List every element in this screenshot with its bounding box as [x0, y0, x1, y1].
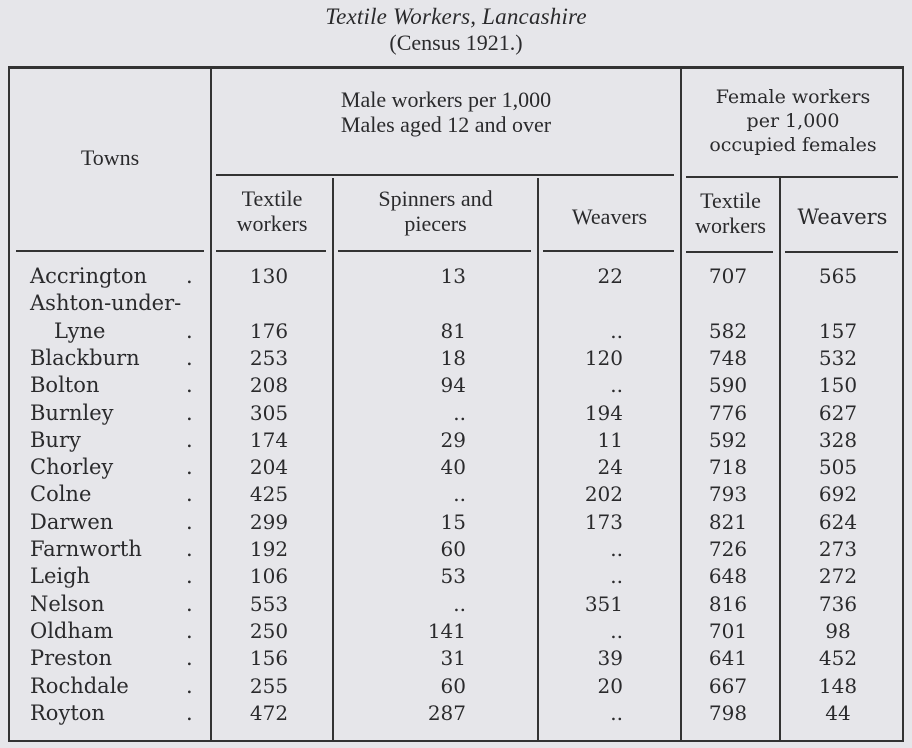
town-name: Burnley [30, 400, 114, 425]
cell-spinners: 287 [427, 700, 466, 725]
header-male-textile [212, 186, 332, 236]
header-female-line2: per 1,000 [746, 110, 840, 132]
cell-spinners: 29 [440, 427, 466, 452]
cell-male-weavers: 173 [584, 509, 623, 534]
header-male-textile-line1: Textile [241, 186, 303, 211]
cell-male-textile: 106 [249, 564, 289, 589]
table-row [8, 481, 904, 508]
cell-female-textile: 592 [708, 427, 748, 452]
rule-female-group [686, 176, 898, 178]
cell-female-textile: 648 [708, 564, 748, 589]
cell-spinners: 18 [440, 345, 466, 370]
table-subtitle: (Census 1921.) [389, 30, 523, 55]
town-name: Nelson [30, 591, 105, 616]
cell-spinners: 94 [440, 373, 466, 398]
leader-dot: . [186, 509, 193, 534]
cell-spinners: 53 [440, 564, 466, 589]
rule-header-male-weavers [543, 250, 674, 252]
cell-spinners: 13 [440, 264, 466, 288]
cell-male-weavers: 24 [597, 455, 623, 480]
leader-dot: . [186, 700, 193, 725]
cell-spinners: 60 [440, 537, 466, 561]
cell-male-weavers: .. [610, 700, 623, 725]
cell-female-weavers: 157 [818, 318, 858, 343]
cell-spinners: .. [453, 591, 466, 616]
cell-female-textile: 718 [708, 455, 748, 480]
town-name: Bury [30, 427, 81, 452]
leader-dot: . [186, 591, 193, 616]
table-row [8, 536, 904, 563]
cell-male-textile: 156 [249, 646, 289, 671]
leader-dot: . [186, 455, 193, 480]
cell-male-textile: 305 [249, 400, 289, 425]
cell-female-textile: 798 [708, 700, 748, 725]
town-name: Preston [30, 646, 112, 671]
cell-female-weavers: 627 [818, 400, 858, 425]
leader-dot: . [186, 345, 193, 370]
cell-male-textile: 130 [249, 264, 289, 288]
cell-female-weavers: 150 [818, 373, 858, 398]
town-name: Accrington [30, 264, 148, 288]
header-female-textile-line1: Textile [700, 188, 761, 213]
town-name: Royton [30, 700, 105, 725]
table-row [8, 263, 904, 290]
leader-dot: . [186, 264, 193, 288]
cell-spinners: 60 [440, 673, 466, 698]
cell-male-textile: 204 [249, 455, 289, 480]
cell-spinners: 81 [440, 318, 466, 343]
header-female-group [682, 85, 904, 157]
cell-female-textile: 582 [708, 318, 748, 343]
cell-male-textile: 553 [249, 591, 289, 616]
cell-male-textile: 255 [249, 673, 289, 698]
cell-spinners: 141 [427, 618, 466, 643]
town-name: Chorley [30, 455, 114, 480]
town-name: Leigh [30, 564, 91, 589]
leader-dot: . [186, 427, 193, 452]
cell-male-textile: 174 [249, 427, 289, 452]
cell-female-weavers: 273 [818, 537, 858, 561]
rule-header-male-textile [216, 250, 326, 252]
town-name: Ashton-under- [30, 291, 182, 316]
cell-spinners: 31 [440, 646, 466, 671]
cell-male-weavers: 351 [584, 591, 623, 616]
cell-male-weavers: .. [610, 564, 623, 589]
cell-female-textile: 793 [708, 482, 748, 507]
cell-male-weavers: 22 [597, 264, 623, 288]
table-row [8, 563, 904, 590]
leader-dot: . [186, 673, 193, 698]
table-row [8, 454, 904, 481]
table-row [8, 372, 904, 399]
town-name: Rochdale [30, 673, 129, 698]
table-row [8, 673, 904, 700]
table-title: Textile Workers, Lancashire [325, 4, 587, 29]
header-female-line1: Female workers [715, 86, 871, 108]
cell-male-textile: 192 [249, 537, 289, 561]
cell-male-textile: 208 [249, 373, 289, 398]
rule-header-female-textile [686, 251, 773, 253]
cell-female-textile: 821 [708, 509, 748, 534]
header-spinners [334, 186, 537, 236]
cell-female-weavers: 565 [818, 264, 858, 288]
cell-female-weavers: 452 [818, 646, 858, 671]
cell-male-textile: 250 [249, 618, 289, 643]
cell-spinners: .. [453, 482, 466, 507]
cell-male-textile: 176 [249, 318, 289, 343]
town-name: Blackburn [30, 345, 140, 370]
rule-male-group [216, 174, 674, 176]
leader-dot: . [186, 373, 193, 398]
cell-female-weavers: 736 [818, 591, 858, 616]
leader-dot: . [186, 537, 193, 561]
header-male-weavers: Weavers [571, 204, 648, 229]
header-spinners-line1: Spinners and [378, 186, 493, 211]
cell-female-weavers: 44 [825, 700, 851, 725]
table-row [8, 509, 904, 536]
header-male-group [212, 87, 680, 137]
cell-female-textile: 667 [708, 673, 748, 698]
town-name: Bolton [30, 373, 100, 398]
town-name: Lyne [54, 318, 106, 343]
leader-dot: . [186, 564, 193, 589]
header-towns: Towns [80, 145, 140, 170]
cell-male-weavers: 194 [584, 400, 623, 425]
header-male-textile-line2: workers [236, 211, 308, 236]
leader-dot: . [186, 318, 193, 343]
cell-female-textile: 701 [708, 618, 748, 643]
header-spinners-line2: piecers [404, 211, 467, 236]
town-name: Oldham [30, 618, 114, 643]
table-row [8, 700, 904, 727]
cell-female-weavers: 624 [818, 509, 858, 534]
cell-female-weavers: 272 [818, 564, 858, 589]
table-row [8, 645, 904, 672]
cell-female-textile: 816 [708, 591, 748, 616]
cell-male-textile: 253 [249, 345, 289, 370]
leader-dot: . [186, 646, 193, 671]
rule-header-towns [16, 250, 204, 252]
table-row [8, 318, 904, 345]
cell-male-weavers: .. [610, 537, 623, 561]
cell-male-weavers: .. [610, 618, 623, 643]
cell-male-textile: 299 [249, 509, 289, 534]
header-male-line1: Male workers per 1,000 [340, 87, 552, 112]
cell-male-weavers: .. [610, 318, 623, 343]
header-female-weavers: Weavers [797, 205, 888, 229]
rule-header-female-weavers [785, 251, 898, 253]
cell-male-weavers: 20 [597, 673, 623, 698]
cell-female-weavers: 148 [818, 673, 858, 698]
table-row [8, 400, 904, 427]
cell-male-weavers: 202 [584, 482, 623, 507]
cell-male-weavers: 120 [584, 345, 623, 370]
cell-male-weavers: 39 [597, 646, 623, 671]
cell-female-textile: 776 [708, 400, 748, 425]
cell-male-weavers: 11 [597, 427, 623, 452]
header-female-line3: occupied females [709, 134, 877, 156]
leader-dot: . [186, 482, 193, 507]
cell-female-weavers: 505 [818, 455, 858, 480]
cell-female-weavers: 692 [818, 482, 858, 507]
town-name: Farnworth [30, 537, 142, 561]
header-female-textile [682, 188, 779, 238]
cell-female-textile: 748 [708, 345, 748, 370]
town-name: Darwen [30, 509, 114, 534]
cell-female-textile: 590 [708, 373, 748, 398]
cell-female-textile: 726 [708, 537, 748, 561]
header-male-line2: Males aged 12 and over [340, 112, 552, 137]
table-row [8, 345, 904, 372]
table-row [8, 618, 904, 645]
cell-female-textile: 641 [708, 646, 748, 671]
town-name: Colne [30, 482, 92, 507]
cell-spinners: 40 [440, 455, 466, 480]
leader-dot: . [186, 618, 193, 643]
cell-spinners: .. [453, 400, 466, 425]
cell-female-textile: 707 [708, 264, 748, 288]
table-row [8, 427, 904, 454]
table-row [8, 591, 904, 618]
cell-female-weavers: 532 [818, 345, 858, 370]
table-row-continued [8, 290, 904, 317]
rule-header-spinners [338, 250, 531, 252]
cell-male-textile: 472 [249, 700, 289, 725]
leader-dot: . [186, 400, 193, 425]
cell-male-textile: 425 [249, 482, 289, 507]
cell-female-weavers: 98 [825, 618, 851, 643]
cell-male-weavers: .. [610, 373, 623, 398]
header-female-textile-line2: workers [695, 213, 766, 238]
cell-female-weavers: 328 [818, 427, 858, 452]
cell-spinners: 15 [440, 509, 466, 534]
